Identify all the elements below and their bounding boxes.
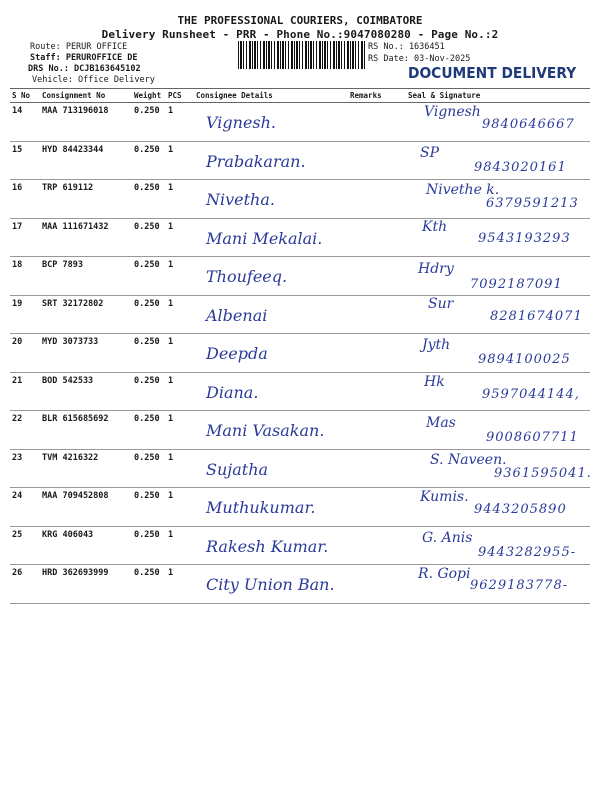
table-row [10,103,590,142]
handwritten-signature: Kumis. [420,489,469,505]
serial-number: 17 [10,218,40,257]
serial-number: 14 [10,103,40,142]
seal-signature-cell [406,180,590,219]
table-row [10,218,590,257]
consignee-handwritten-name: Diana. [206,382,259,402]
table-row [10,180,590,219]
consignee-details [194,334,348,373]
seal-signature-cell [406,218,590,257]
seal-signature-cell [406,295,590,334]
weight-value: 0.250 [132,141,166,180]
serial-number: 21 [10,372,40,411]
pcs-value: 1 [166,295,194,334]
remarks-cell [348,180,406,219]
table-row [10,488,590,527]
rs-date: RS Date: 03-Nov-2025 [368,54,471,64]
consignee-details [194,180,348,219]
col-weight: Weight [132,89,166,103]
consignee-details [194,218,348,257]
consignee-handwritten-name: Muthukumar. [206,498,316,517]
handwritten-phone: 9597044144, [482,386,580,402]
weight-value: 0.250 [132,218,166,257]
handwritten-signature: SP [420,144,440,161]
col-pcs: PCS [166,89,194,103]
remarks-cell [348,565,406,604]
table-row [10,141,590,180]
weight-value: 0.250 [132,103,166,142]
remarks-cell [348,295,406,334]
weight-value: 0.250 [132,565,166,604]
serial-number: 24 [10,488,40,527]
remarks-cell [348,526,406,565]
table-row [10,411,590,450]
consignee-handwritten-name: City Union Ban. [206,575,335,594]
remarks-cell [348,103,406,142]
seal-signature-cell [406,565,590,604]
pcs-value: 1 [166,449,194,488]
consignee-handwritten-name: Albenai [206,305,268,325]
table-row [10,565,590,604]
pcs-value: 1 [166,334,194,373]
handwritten-signature: S. Naveen. [430,451,507,468]
handwritten-signature: Sur [428,296,454,312]
vehicle-label: Vehicle: Office Delivery [32,75,155,85]
handwritten-signature: G. Anis [422,529,473,546]
remarks-cell [348,488,406,527]
weight-value: 0.250 [132,295,166,334]
serial-number: 16 [10,180,40,219]
pcs-value: 1 [166,565,194,604]
serial-number: 22 [10,411,40,450]
col-sno: S No [10,89,40,103]
col-consignment: Consignment No [40,89,132,103]
runsheet-subtitle: Delivery Runsheet - PRR - Phone No.:9047080280 - Page No.:2 [101,28,499,41]
pcs-value: 1 [166,218,194,257]
table-row [10,372,590,411]
col-remarks: Remarks [348,89,406,103]
weight-value: 0.250 [132,449,166,488]
consignee-handwritten-name: Mani Vasakan. [206,421,325,440]
consignee-details [194,526,348,565]
pcs-value: 1 [166,411,194,450]
consignment-number: MAA 709452808 [40,488,132,527]
consignee-handwritten-name: Deepda [206,344,268,363]
handwritten-signature: Mas [426,414,456,431]
handwritten-phone: 9629183778- [470,578,569,593]
barcode [238,41,366,69]
handwritten-phone: 6379591213 [486,196,579,211]
serial-number: 18 [10,257,40,296]
weight-value: 0.250 [132,526,166,565]
consignment-number: HRD 362693999 [40,565,132,604]
remarks-cell [348,257,406,296]
remarks-cell [348,411,406,450]
seal-signature-cell [406,372,590,411]
consignee-details [194,449,348,488]
seal-signature-cell [406,103,590,142]
pcs-value: 1 [166,103,194,142]
table-row [10,526,590,565]
serial-number: 25 [10,526,40,565]
rs-number: RS No.: 1636451 [368,42,445,52]
consignment-number: BOD 542533 [40,372,132,411]
remarks-cell [348,141,406,180]
weight-value: 0.250 [132,372,166,411]
remarks-cell [348,372,406,411]
consignee-details [194,488,348,527]
consignee-handwritten-name: Mani Mekalai. [206,228,323,248]
weight-value: 0.250 [132,334,166,373]
serial-number: 23 [10,449,40,488]
handwritten-signature: Hk [424,373,445,390]
handwritten-signature: Jyth [422,337,451,353]
weight-value: 0.250 [132,411,166,450]
staff-label: Staff: PERUROFFICE DE [30,53,138,63]
consignee-details [194,372,348,411]
consignment-number: BCP 7893 [40,257,132,296]
drs-number: DRS No.: DCJB163645102 [28,64,141,74]
seal-signature-cell [406,257,590,296]
handwritten-phone: 9443205890 [474,502,567,517]
serial-number: 20 [10,334,40,373]
remarks-cell [348,218,406,257]
table-header-row [10,89,590,103]
consignee-handwritten-name: Sujatha [206,459,269,479]
consignment-number: HYD 84423344 [40,141,132,180]
consignee-details [194,411,348,450]
seal-signature-cell [406,488,590,527]
consignment-number: SRT 32172802 [40,295,132,334]
weight-value: 0.250 [132,257,166,296]
pcs-value: 1 [166,141,194,180]
handwritten-phone: 9443282955- [478,544,577,560]
consignee-handwritten-name: Thoufeeq. [206,267,288,286]
consignee-details [194,565,348,604]
handwritten-phone: 9008607711 [486,430,579,445]
consignee-handwritten-name: Nivetha. [206,190,275,209]
seal-signature-cell [406,141,590,180]
serial-number: 15 [10,141,40,180]
seal-signature-cell [406,526,590,565]
route-label: Route: PERUR OFFICE [30,42,128,52]
remarks-cell [348,449,406,488]
handwritten-signature: Kth [422,218,448,235]
consignment-number: MYD 3073733 [40,334,132,373]
handwritten-phone: 9894100025 [478,352,571,367]
consignee-handwritten-name: Vignesh. [206,113,277,132]
document-delivery-stamp: DOCUMENT DELIVERY [408,64,577,82]
pcs-value: 1 [166,257,194,296]
consignment-number: TVM 4216322 [40,449,132,488]
handwritten-signature: Vignesh [424,104,481,120]
consignment-number: TRP 619112 [40,180,132,219]
runsheet-table [10,88,590,604]
serial-number: 26 [10,565,40,604]
consignee-handwritten-name: Prabakaran. [206,151,306,171]
table-row [10,257,590,296]
seal-signature-cell [406,334,590,373]
consignment-number: KRG 406043 [40,526,132,565]
handwritten-phone: 7092187091 [470,277,563,292]
handwritten-signature: Hdry [418,261,454,277]
pcs-value: 1 [166,526,194,565]
serial-number: 19 [10,295,40,334]
handwritten-phone: 8281674071 [490,308,583,324]
consignment-number: BLR 615685692 [40,411,132,450]
consignee-details [194,141,348,180]
pcs-value: 1 [166,372,194,411]
handwritten-signature: R. Gopi [418,565,471,582]
pcs-value: 1 [166,180,194,219]
consignment-number: MAA 111671432 [40,218,132,257]
table-row [10,334,590,373]
handwritten-signature: Nivethe k. [426,182,500,198]
weight-value: 0.250 [132,488,166,527]
pcs-value: 1 [166,488,194,527]
seal-signature-cell [406,449,590,488]
col-signature: Seal & Signature [406,89,590,103]
table-row [10,449,590,488]
weight-value: 0.250 [132,180,166,219]
consignee-handwritten-name: Rakesh Kumar. [206,536,329,556]
table-row [10,295,590,334]
company-title: THE PROFESSIONAL COURIERS, COIMBATORE [177,14,423,27]
consignee-details [194,257,348,296]
consignment-number: MAA 713196018 [40,103,132,142]
handwritten-phone: 9843020161 [474,159,567,175]
col-consignee: Consignee Details [194,89,348,103]
consignee-details [194,103,348,142]
handwritten-phone: 9543193293 [478,230,571,246]
handwritten-phone: 9361595041. [494,465,592,481]
remarks-cell [348,334,406,373]
handwritten-phone: 9840646667 [482,117,575,132]
seal-signature-cell [406,411,590,450]
consignee-details [194,295,348,334]
